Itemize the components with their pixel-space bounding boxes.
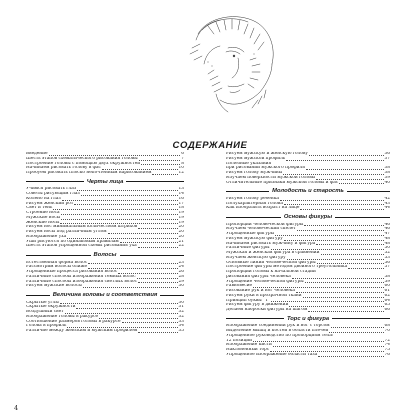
dot-leader (275, 235, 383, 236)
dot-leader (339, 183, 383, 184)
toc-entry-title: Принцип буквы "Т" (226, 298, 270, 303)
toc-entry-page: 59 (384, 279, 390, 284)
dot-leader (287, 259, 384, 260)
toc-entry-page: 17 (178, 201, 184, 206)
dot-leader (67, 327, 177, 328)
toc-entry-title: Свет и тень (26, 206, 53, 211)
dot-leader (306, 169, 384, 170)
toc-entry-title: Упрощенное руководство по пропорциям тела: (226, 333, 334, 338)
section-rule (226, 217, 281, 218)
dot-leader (81, 195, 178, 196)
toc-entry-page: 20 (178, 234, 184, 239)
toc-entry-title: Уши рисуются по одинаковым правилам (26, 239, 119, 244)
dot-leader (321, 254, 384, 255)
toc-entry-title: Построение головы с помощью двух окружностей (26, 161, 141, 166)
toc-entry-title: Пробуем рисовать плоско непочтенным нарисованием (26, 171, 152, 175)
dot-leader (61, 214, 178, 215)
section-heading-text: Молодость и старость (272, 188, 344, 195)
section-rule (332, 318, 390, 319)
toc-entry-page: 62 (384, 293, 390, 298)
dot-leader (284, 240, 384, 241)
toc-entry-page: 44 (384, 206, 390, 211)
toc-entry-page: 19 (178, 220, 184, 225)
toc-entry-title: Женские носы (26, 220, 60, 225)
section-rule (226, 191, 269, 192)
toc-entry-page: 12 (178, 171, 184, 175)
dot-leader (348, 268, 383, 269)
toc-entry-title: Изображение головы в ракурсе (26, 314, 99, 319)
toc-entry-page: 19 (178, 211, 184, 215)
dot-leader (88, 263, 177, 264)
dot-leader (74, 204, 177, 205)
section-rule (347, 191, 390, 192)
toc-entry-page: 74 (384, 343, 390, 348)
section-heading-text: Основы фигуры (283, 214, 333, 220)
toc-entry-page: 16 (178, 196, 184, 201)
dot-leader (318, 356, 383, 357)
toc-entry-title: Рисуем мужскую фигуру (226, 236, 283, 241)
dot-leader (300, 209, 383, 210)
toc-entry-title: Полезные указания (226, 161, 272, 166)
dot-leader (60, 303, 178, 304)
toc-entry-page: 68 (384, 324, 390, 329)
toc-entry-page: 56 (384, 260, 390, 265)
toc-title: СОДЕРЖАНИЕ (172, 140, 248, 151)
toc-entry-title: Рисуем мужской профиль (226, 156, 286, 161)
toc-entry-title: Рисуем мужские волосы (26, 284, 82, 289)
dot-leader (139, 160, 181, 161)
dot-leader (304, 225, 383, 226)
section-heading-text: Черты лица (86, 178, 124, 185)
dot-leader (329, 332, 383, 333)
toc-entry-page: 33 (178, 319, 184, 324)
toc-entry-title: Различные способы изображения светлых волос (26, 279, 138, 284)
toc-entry-page: 32 (178, 310, 184, 314)
toc-entry-title: 12 позиций (226, 338, 252, 343)
toc-entry-page: 7 (181, 156, 184, 161)
toc-entry-page: 18 (178, 206, 184, 211)
dot-leader (138, 228, 177, 229)
toc-entry-title: Соотношение размеров головы в ракурсе (26, 319, 121, 324)
dot-leader (271, 301, 384, 302)
toc-entry-page: 53 (384, 255, 390, 260)
portrait-sketch-illustration (168, 4, 288, 122)
toc-entry-title: Различие между женским и мужским профилем (26, 329, 138, 333)
toc-entry-title: Учимся рисовать глаз (26, 187, 77, 192)
toc-entry-title: Мужская и женская фигура в сравнении (226, 251, 320, 255)
toc-entry-title: Изображение соединений рук и ног с торсом (226, 324, 330, 329)
dot-leader (283, 174, 383, 175)
toc-section-heading (26, 251, 184, 259)
toc-entry-page: 46 (384, 227, 390, 232)
dot-leader (316, 244, 383, 245)
toc-entry (26, 284, 184, 289)
toc-entry-page: 30 (178, 284, 184, 289)
toc-entry-page: 66 (384, 308, 390, 312)
toc-entry-title: Равновесие (226, 284, 253, 289)
toc-entry (226, 206, 390, 211)
toc-entry-page: 24 (178, 265, 184, 270)
dot-leader (253, 287, 383, 288)
toc-entry-page: 75 (384, 348, 390, 352)
section-rule (26, 255, 91, 256)
dot-leader (270, 351, 383, 352)
toc-entry-page: 52 (384, 251, 390, 255)
toc-entry-title: Советы рисующим глаз (26, 192, 80, 196)
toc-entry-page: 26 (178, 270, 184, 274)
dot-leader (67, 238, 177, 239)
section-rule (26, 295, 50, 296)
toc-entry-page: 20 (178, 230, 184, 234)
section-rule (126, 181, 184, 182)
dot-leader (138, 247, 178, 248)
toc-section-heading (226, 315, 390, 323)
dot-leader (49, 155, 181, 156)
toc-entry-title: Делаем наброски фигуры на шагом (226, 308, 308, 312)
toc-entry-page: 34 (178, 324, 184, 329)
toc-entry-page: 43 (384, 201, 390, 206)
toc-entry-page: 8 (181, 161, 184, 166)
dot-leader (303, 297, 384, 298)
toc-entry-title: Воздушный свет (26, 310, 64, 314)
toc-entry-page: 46 (384, 222, 390, 227)
toc-entry-page: 6 (181, 152, 184, 156)
toc-section-heading (226, 213, 390, 221)
toc-entry-page: 76 (384, 352, 390, 357)
toc-entry-title: Построение фигуры методом двойного треугольника (226, 265, 348, 270)
section-heading-text: Волосы (93, 252, 117, 258)
dot-leader (138, 332, 177, 333)
dot-leader (138, 282, 177, 283)
toc-entry (26, 171, 184, 176)
dot-leader (118, 273, 177, 274)
toc-entry-title: Рисуем нос минимальным количеством штрихов (26, 225, 138, 230)
dot-leader (137, 278, 178, 279)
toc-entry-page: 37 (384, 156, 390, 161)
toc-entry-title: Различные способы изображения темных волос (26, 274, 136, 279)
toc-entry-page: 48 (384, 236, 390, 241)
toc-section-heading (226, 187, 390, 195)
toc-entry-page: 48 (384, 241, 390, 246)
toc-entry-page: 42 (384, 196, 390, 201)
toc-entry-title: Рисуем мужскую и женскую голову (226, 152, 308, 156)
toc-entry-title: Пропорции человеческой фигуры (226, 222, 304, 227)
dot-leader (271, 249, 384, 250)
toc-entry-page: 61 (384, 289, 390, 293)
toc-entry-title: Рисуем руки в прозрачной ткани (226, 293, 302, 298)
dot-leader (273, 346, 384, 347)
toc-section-heading (26, 291, 184, 299)
toc-entry-page: 57 (384, 265, 390, 270)
dot-leader (280, 200, 384, 201)
toc-entry-page: 19 (178, 215, 184, 220)
dot-leader (61, 219, 178, 220)
toc-entry-title: Мужские носы (26, 215, 61, 220)
toc-entry-title: Различные фигуры (226, 246, 270, 251)
toc-entry (226, 308, 390, 313)
dot-leader (76, 308, 177, 309)
toc-entry-page: 65 (384, 303, 390, 308)
dot-leader (62, 200, 178, 201)
toc-entry-page: 38 (384, 171, 390, 175)
toc-entry-title: Изучаем поверхности мужской головы (226, 175, 316, 180)
toc-entry-page: 72 (384, 338, 390, 343)
toc-entry-page: 23 (178, 260, 184, 265)
toc-entry-title: Упрощение человеческой фигуры (226, 279, 304, 284)
toc-entry-page: 29 (178, 279, 184, 284)
toc-section-heading (26, 178, 184, 186)
toc-entry-title: рисования фигуры человека (226, 274, 291, 279)
dot-leader (65, 313, 178, 314)
toc-entry-title: Упрощенные процесса рисования волос (26, 270, 118, 274)
toc-entry-title: Рассмотрим волосы ближе (26, 265, 88, 270)
toc-entry-page: 13 (178, 187, 184, 192)
dot-leader (308, 311, 383, 312)
toc-entry-page: 70 (384, 329, 390, 333)
toc-entry-title: Скрытые углы (26, 300, 59, 305)
dot-leader (120, 242, 178, 243)
toc-entry-title: Как изобразить возраст на лице (226, 206, 300, 211)
dot-leader (309, 155, 384, 156)
dot-leader (99, 318, 177, 319)
dot-leader (152, 174, 177, 175)
toc-entry-page: 47 (384, 232, 390, 236)
toc-entry-title: Строение носа (26, 211, 60, 215)
toc-entry-title: Упрощенные фигуры (226, 232, 275, 236)
toc-entry (226, 353, 390, 358)
toc-entry-title: Пропорции головы к начальной стадии (226, 270, 316, 274)
toc-entry-title: Выделение мышц и костей в области плечей (226, 329, 329, 333)
toc-entry-page: 32 (178, 314, 184, 319)
toc-entry-page: 40 (384, 180, 390, 185)
dot-leader (60, 223, 177, 224)
section-heading-text: Величина головы и соответствия (52, 292, 158, 298)
toc-entry-title: при рисовании мужского профиля (226, 166, 305, 171)
toc-right-column (226, 152, 390, 358)
toc-entry-page: 58 (384, 274, 390, 279)
toc-entry-title: Основные линии человеческой фигуры (226, 260, 316, 265)
toc-entry-title: Рисуем голову мужчины (226, 171, 283, 175)
toc-entry-title: Изображение уха (26, 234, 67, 239)
toc-entry-title: Начинаем рисовать мужчину и фигура (226, 241, 316, 246)
toc-entry-title: Рисуем женский рот (26, 201, 74, 206)
toc-entry-page: 30 (178, 300, 184, 305)
toc-entry-page: 20 (178, 225, 184, 230)
dot-leader (286, 160, 383, 161)
toc-entry-title: Наклоненный торс (226, 348, 270, 352)
dot-leader (289, 306, 383, 307)
section-rule (160, 295, 184, 296)
toc-entry-title: Колено на глаз (26, 196, 61, 201)
toc-entry-page: 28 (178, 274, 184, 279)
toc-entry-page: 50 (384, 246, 390, 251)
dot-leader (296, 292, 384, 293)
toc-entry-title: Рисуем голову ребенка (226, 196, 279, 201)
toc-entry-title: Голова в профиль (26, 324, 67, 329)
dot-leader (122, 322, 178, 323)
toc-entry-title: Изучаем человеческий скелет (226, 227, 296, 232)
toc-left-column (26, 152, 184, 334)
toc-entry-title: Изучаем женскую фигуру (226, 255, 286, 260)
toc-entry-page: 21 (178, 239, 184, 244)
section-rule (226, 318, 284, 319)
dot-leader (253, 341, 384, 342)
toc-entry-page: 60 (384, 284, 390, 289)
dot-leader (317, 263, 384, 264)
toc-entry-page: 38 (384, 166, 390, 171)
toc-entry-title: Упрощенное изображение области таза (226, 352, 318, 357)
dot-leader (83, 287, 178, 288)
dot-leader (297, 230, 384, 231)
dot-leader (316, 179, 383, 180)
dot-leader (284, 204, 384, 205)
toc-entry-page: 64 (384, 298, 390, 303)
dot-leader (77, 190, 177, 191)
toc-entry (26, 244, 184, 249)
dot-leader (88, 268, 177, 269)
dot-leader (102, 169, 178, 170)
dot-leader (305, 282, 384, 283)
toc-entry-title: Отличительные признаки мужской головы и фас (226, 180, 339, 185)
toc-entry (26, 329, 184, 334)
toc-entry-page: 31 (178, 305, 184, 310)
dot-leader (53, 209, 177, 210)
toc-entry-page: 39 (384, 175, 390, 180)
toc-entry-title: Скрытые окружности (26, 305, 76, 310)
toc-entry-title: Введение (26, 152, 48, 156)
dot-leader (292, 278, 384, 279)
toc-entry-title: Изображение кисти (226, 343, 272, 348)
section-rule (26, 181, 84, 182)
toc-entry-title: Рисуем фигуру в движении (226, 303, 289, 308)
section-heading-text: Торс и фигура (286, 315, 330, 322)
dot-leader (141, 164, 180, 165)
toc-entry-title: Шесть этапов схематического рисования головы (26, 156, 138, 161)
dot-leader (331, 327, 384, 328)
toc-entry (226, 181, 390, 186)
toc-entry-page: 22 (178, 244, 184, 249)
toc-entry-page: 36 (384, 152, 390, 156)
toc-entry-title: Рисование рук и ног человека (226, 289, 295, 293)
section-rule (335, 217, 390, 218)
toc-entry-title: Начинаем рисовать голову в фас (26, 166, 101, 171)
toc-entry-page: 14 (178, 192, 184, 196)
toc-entry-title: Естественная форма волос (26, 260, 88, 265)
page-number: 4 (14, 404, 19, 412)
toc-entry-title: Полухарактерная голова (226, 201, 283, 206)
dot-leader (108, 233, 178, 234)
toc-entry-page: 10 (178, 166, 184, 171)
section-rule (120, 255, 185, 256)
toc-entry-title: Шесть этапов упрощенной схемы рисования уха (26, 244, 137, 249)
toc-entry-title: Рисуем носы под различным углом (26, 230, 107, 234)
toc-entry-page: 35 (178, 329, 184, 333)
